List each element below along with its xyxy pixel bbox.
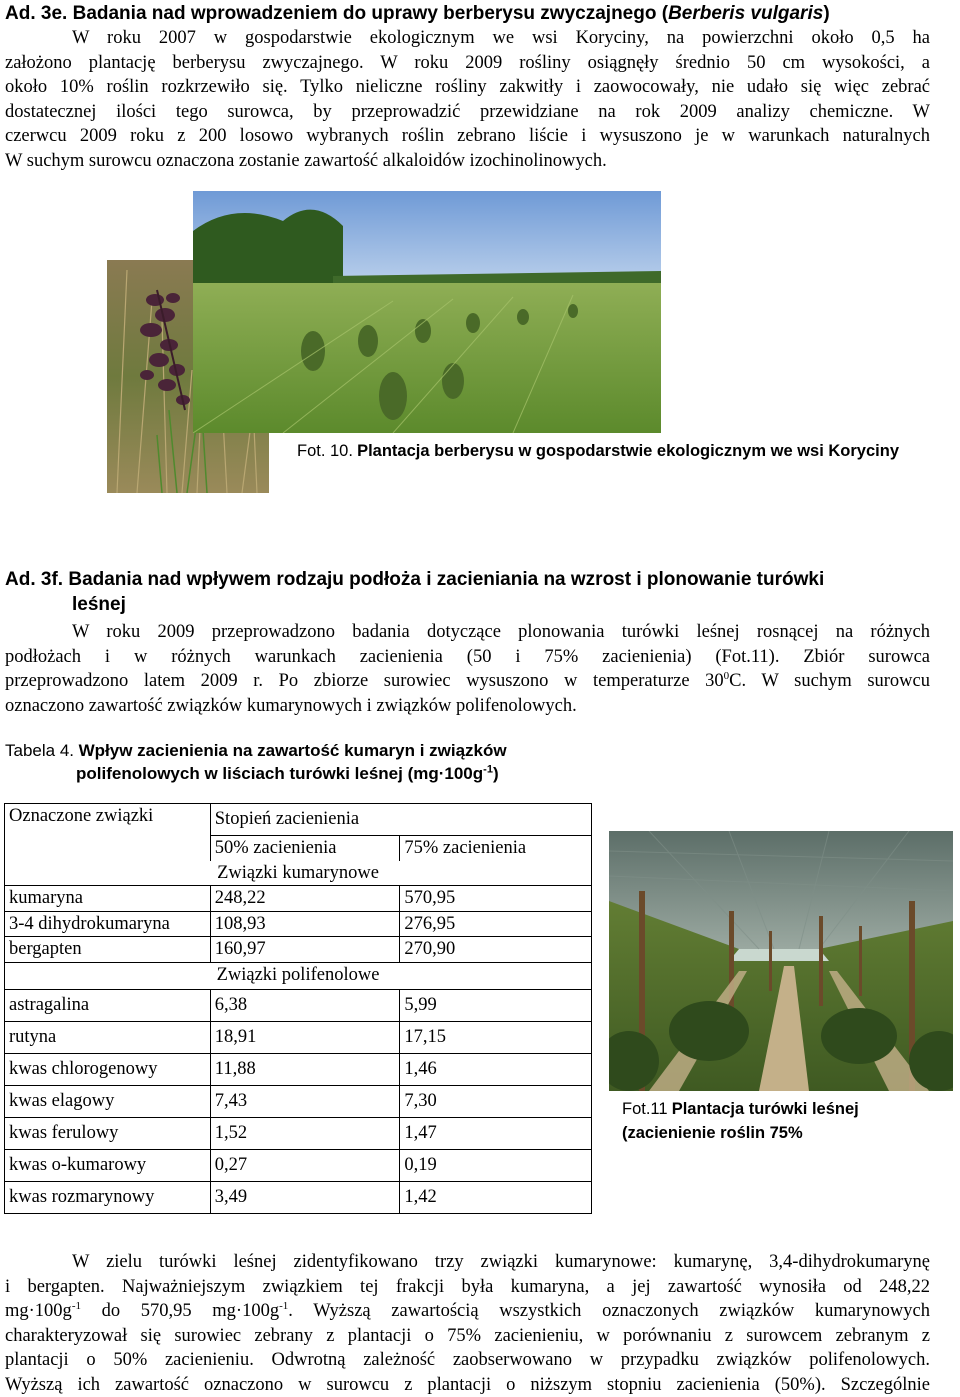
paragraph-line-text: C. W suchym surowcu — [729, 671, 930, 691]
group-coumarins: Związki kumarynowe — [5, 861, 592, 886]
row-compound-name: 3-4 dihydrokumaryna — [5, 911, 211, 937]
row-compound-name: bergapten — [5, 937, 211, 963]
table-row — [5, 1181, 592, 1213]
paragraph-line: W zielu turówki leśnej zidentyfikowano trzy związki kumarynowe: kumarynę, 3,4-dihydrokumarynę — [5, 1250, 930, 1275]
paragraph-line-text: do 570,95 mg·100g — [81, 1301, 279, 1321]
row-value-50: 248,22 — [210, 886, 400, 912]
paragraph-line-text: . Wyższą zawartością wszystkich oznaczonych związków kumarynowych — [288, 1301, 930, 1321]
paragraph-line: charakteryzował się surowiec zebrany z plantacji o 75% zacienieniu, w porównaniu z surowcem zebranym z — [5, 1324, 930, 1349]
row-value-75: 17,15 — [400, 1021, 592, 1053]
table-row — [5, 886, 592, 912]
row-value-50: 11,88 — [210, 1053, 400, 1085]
section-3f-paragraph — [5, 620, 930, 718]
barberry-plantation-photo — [193, 191, 661, 433]
group-polyphenols: Związki polifenolowe — [5, 962, 592, 989]
paragraph-line: i bergapten. Najważniejszym związkiem tej frakcji była kumaryna, a jej zawartość wynosiła od 248,22 — [5, 1275, 930, 1300]
paragraph-line: podłożach i w różnych warunkach zacienienia (50 i 75% zacienienia) (Fot.11). Zbiór surowca — [5, 645, 930, 670]
fig10-caption — [297, 439, 899, 464]
table-row — [5, 1053, 592, 1085]
row-value-75: 0,19 — [400, 1149, 592, 1181]
paragraph-line: założono plantację berberysu zwyczajnego. W roku 2009 rośliny osiągnęły średnio 50 cm wysokości, a — [5, 51, 930, 76]
col-header-50: 50% zacienienia — [210, 836, 400, 861]
section-3e-title: Badania nad wprowadzeniem do uprawy berberysu zwyczajnego ( — [73, 3, 668, 24]
table4-title-sup: -1 — [483, 763, 493, 775]
section-3e-paragraph — [5, 26, 930, 173]
table-row — [5, 989, 592, 1021]
exponent-sup: -1 — [72, 1300, 81, 1312]
row-value-50: 160,97 — [210, 937, 400, 963]
table4-title: Wpływ zacienienia na zawartość kumaryn i związków — [79, 741, 507, 760]
col-header-75: 75% zacienienia — [400, 836, 592, 861]
row-compound-name: kumaryna — [5, 886, 211, 912]
row-value-75: 7,30 — [400, 1085, 592, 1117]
row-value-50: 108,93 — [210, 911, 400, 937]
paragraph-line: W roku 2009 przeprowadzono badania dotyczące plonowania turówki leśnej rosnącej na różnych — [5, 620, 930, 645]
table4 — [4, 803, 592, 1214]
table-group-row — [5, 962, 592, 989]
col-header-shading: Stopień zacienienia — [210, 804, 591, 836]
row-compound-name: kwas rozmarynowy — [5, 1181, 211, 1213]
row-value-50: 18,91 — [210, 1021, 400, 1053]
row-compound-name: kwas elagowy — [5, 1085, 211, 1117]
section-3e-title-close: ) — [823, 3, 829, 24]
row-value-50: 7,43 — [210, 1085, 400, 1117]
fig11-caption-text-cont: (zacienienie roślin 75% — [622, 1121, 859, 1145]
woodruff-shade-plantation-photo — [609, 831, 953, 1091]
section-3f-title: Badania nad wpływem rodzaju podłoża i zacieniania na wzrost i plonowanie turówki — [68, 569, 824, 590]
section-3e-number: Ad. 3e. — [5, 3, 67, 24]
row-value-50: 6,38 — [210, 989, 400, 1021]
table4-title-text: polifenolowych w liściach turówki leśnej (mg·100g — [76, 764, 483, 783]
paragraph-line: W roku 2007 w gospodarstwie ekologicznym we wsi Koryciny, na powierzchni około 0,5 ha — [5, 26, 930, 51]
paragraph-line: W suchym surowcu oznaczona zostanie zawartość alkaloidów izochinolinowych. — [5, 149, 930, 174]
paragraph-line: Wyższą ich zawartość oznaczono w surowcu z plantacji o niższym stopniu zacienienia (50%). Szczególnie — [5, 1373, 930, 1397]
row-value-75: 570,95 — [400, 886, 592, 912]
row-value-50: 3,49 — [210, 1181, 400, 1213]
table-row — [5, 911, 592, 937]
table-row — [5, 1085, 592, 1117]
section-3e-latin-name: Berberis vulgaris — [668, 3, 823, 24]
row-value-75: 276,95 — [400, 911, 592, 937]
table-row — [5, 1117, 592, 1149]
table-header-row — [5, 804, 592, 836]
paragraph-line — [5, 1299, 930, 1324]
row-compound-name: kwas chlorogenowy — [5, 1053, 211, 1085]
table-group-row — [5, 861, 592, 886]
paragraph-line: oznaczono zawartość związków kumarynowych i związków polifenolowych. — [5, 694, 930, 719]
table-row — [5, 937, 592, 963]
row-compound-name: rutyna — [5, 1021, 211, 1053]
fig11-caption — [622, 1097, 859, 1145]
degree-superscript: 0 — [724, 670, 730, 682]
table4-title-close: ) — [493, 764, 499, 783]
table4-title-line2 — [76, 762, 499, 787]
row-value-50: 0,27 — [210, 1149, 400, 1181]
fig11-caption-text: Plantacja turówki leśnej — [672, 1100, 859, 1118]
closing-paragraph — [5, 1250, 930, 1397]
row-value-75: 1,47 — [400, 1117, 592, 1149]
col-header-compound: Oznaczone związki — [5, 804, 211, 861]
paragraph-line-text: mg·100g — [5, 1301, 72, 1321]
row-compound-name: kwas o-kumarowy — [5, 1149, 211, 1181]
row-compound-name: astragalina — [5, 989, 211, 1021]
paragraph-line — [5, 669, 930, 694]
section-3f-heading — [5, 568, 930, 617]
row-value-75: 1,46 — [400, 1053, 592, 1085]
fig10-caption-number: Fot. 10. — [297, 442, 353, 460]
paragraph-line: plantacji o 50% zacienieniu. Odwrotną zależność zaobserwowano w przypadku związków polifenolowych. — [5, 1348, 930, 1373]
row-value-75: 5,99 — [400, 989, 592, 1021]
table-row — [5, 1149, 592, 1181]
row-compound-name: kwas ferulowy — [5, 1117, 211, 1149]
paragraph-line-text: przeprowadzono latem 2009 r. Po zbiorze surowiec wysuszono w temperaturze 30 — [5, 671, 724, 691]
section-3f-title-cont: leśnej — [5, 593, 930, 618]
paragraph-line: czerwcu 2009 roku z 200 losowo wybranych roślin zebrano liście i wysuszono je w warunkach naturalnych — [5, 124, 930, 149]
exponent-sup: -1 — [279, 1300, 288, 1312]
paragraph-line: około 10% roślin rozkrzewiło się. Tylko nieliczne rośliny zakwitły i zaowocowały, nie udało się więc zebrać — [5, 75, 930, 100]
table4-label: Tabela 4. — [5, 741, 74, 760]
table4-caption — [5, 739, 507, 764]
row-value-50: 1,52 — [210, 1117, 400, 1149]
table-row — [5, 1021, 592, 1053]
row-value-75: 1,42 — [400, 1181, 592, 1213]
section-3e-heading — [5, 2, 830, 27]
row-value-75: 270,90 — [400, 937, 592, 963]
section-3f-number: Ad. 3f. — [5, 569, 63, 590]
paragraph-line: dostatecznej ilości tego surowca, by przeprowadzić przewidziane na rok 2009 analizy chemiczne. W — [5, 100, 930, 125]
fig11-caption-number: Fot.11 — [622, 1100, 668, 1118]
fig10-caption-text: Plantacja berberysu w gospodarstwie ekologicznym we wsi Koryciny — [357, 442, 899, 460]
